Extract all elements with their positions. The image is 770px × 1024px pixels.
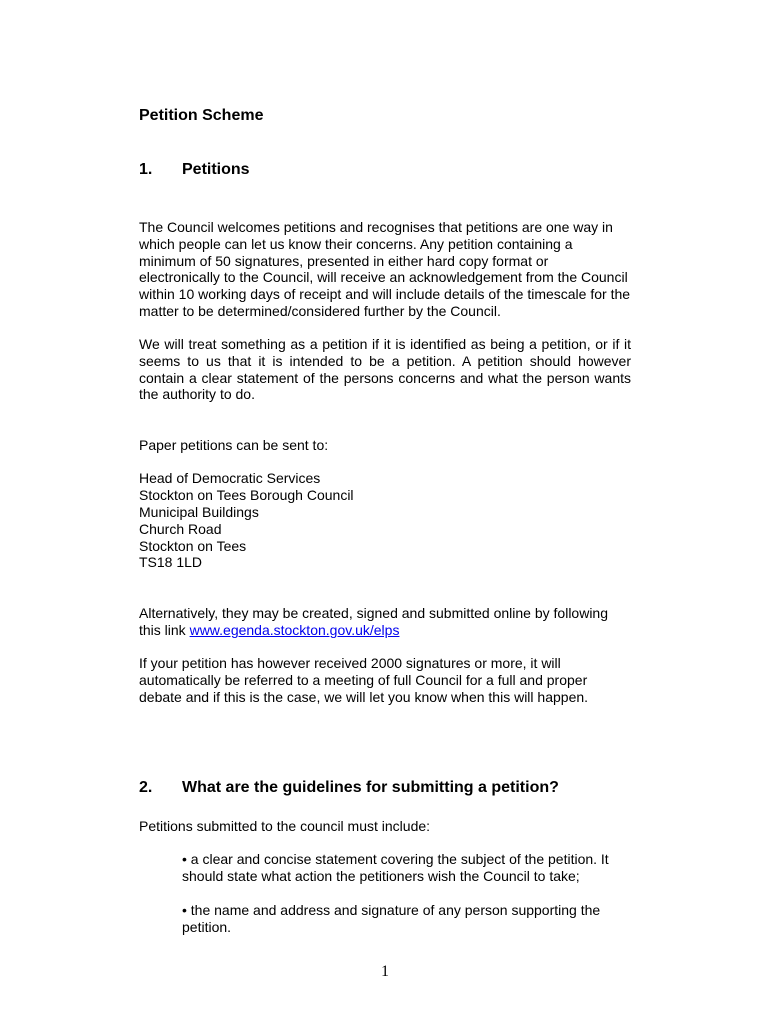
address-line: Municipal Buildings: [139, 504, 259, 520]
online-text-line-1: Alternatively, they may be created, signed and submitted online by following: [139, 605, 609, 621]
address-line: Head of Democratic Services: [139, 470, 321, 486]
document-title: Petition Scheme: [139, 107, 264, 124]
online-text-line-2: [139, 622, 399, 639]
section-1-heading: Petitions: [182, 161, 250, 178]
section-1-paragraph-2000-signatures: If your petition has however received 2000 signatures or more, it will automatically be referred to a meeting of full Council for a full and proper debate and if this is the case, we will let you know when this will happen.: [139, 655, 589, 705]
page-number: 1: [381, 963, 389, 980]
section-1-number: 1.: [139, 161, 153, 178]
guideline-bullet: • a clear and concise statement covering the subject of the petition. It should state what action the petitioners wish the Council to take;: [182, 851, 609, 884]
address-line: Stockton on Tees: [139, 538, 247, 554]
online-text-prefix: this link: [139, 622, 186, 638]
section-1-paragraph-1: The Council welcomes petitions and recognises that petitions are one way in which people can let us know their concerns. Any petition containing a minimum of 50 signatures, presented in either hard copy format or electronically to the Council, will receive an acknowledgement from the Council within 10 working days of receipt and will include details of the timescale for the matter to be determined/considered further by the Council.: [139, 219, 631, 319]
epetitions-link[interactable]: www.egenda.stockton.gov.uk/elps: [189, 622, 400, 638]
address-line: Church Road: [139, 521, 222, 537]
address-line: TS18 1LD: [139, 554, 203, 570]
section-2-intro: Petitions submitted to the council must include:: [139, 818, 431, 834]
paper-petitions-intro: Paper petitions can be sent to:: [139, 437, 329, 453]
section-2-heading: What are the guidelines for submitting a petition?: [182, 779, 559, 796]
guideline-bullet: • the name and address and signature of any person supporting the petition.: [182, 902, 601, 935]
section-1-paragraph-2: We will treat something as a petition if it is identified as being a petition, or if it seems to us that it is intended to be a petition. A petition should however contain a clear statement of the persons concerns and what the person wants the authority to do.: [139, 336, 631, 403]
address-line: Stockton on Tees Borough Council: [139, 487, 354, 503]
section-2-number: 2.: [139, 779, 153, 796]
